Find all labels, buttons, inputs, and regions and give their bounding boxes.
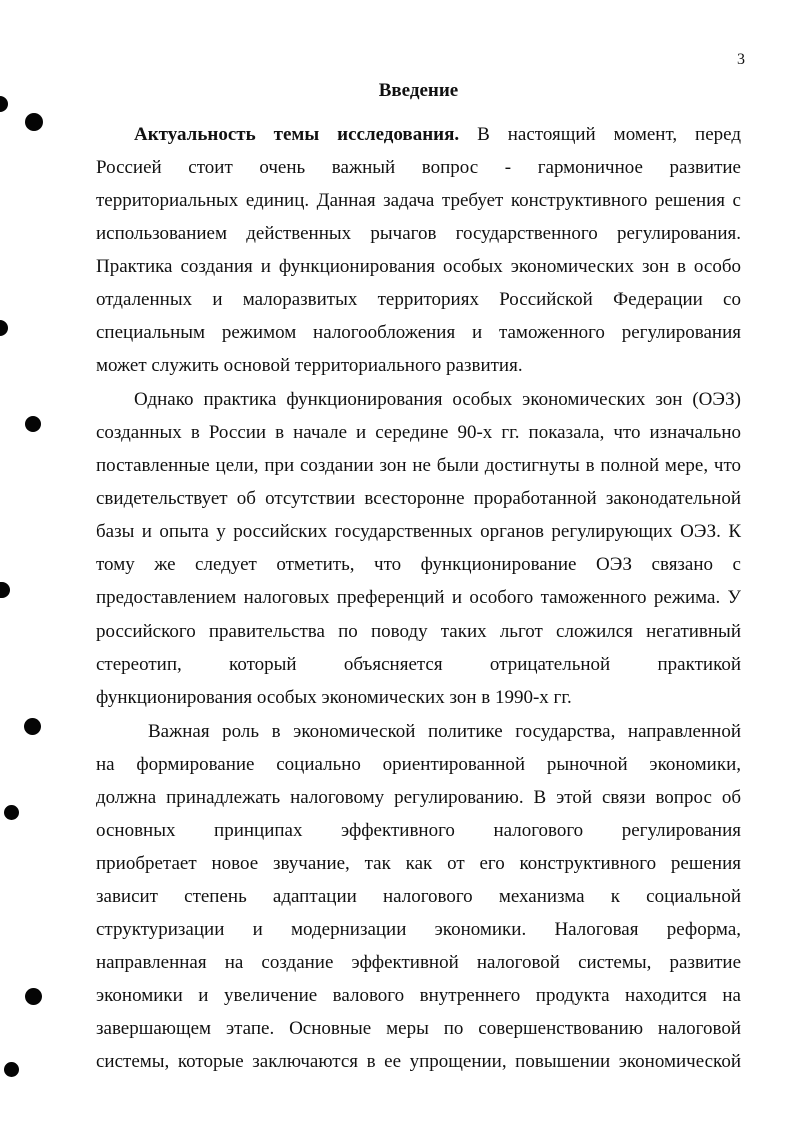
paragraph-line: поставленные цели, при создании зон не были достигнуты в полной мере, что [96, 455, 741, 476]
paragraph-line: тому же следует отметить, что функционирование ОЭЗ связано с [96, 554, 741, 575]
punch-hole-mark [25, 416, 41, 432]
paragraph-line: должна принадлежать налоговому регулированию. В этой связи вопрос об [96, 787, 741, 808]
paragraph-line: на формирование социально ориентированной рыночной экономики, [96, 754, 741, 775]
punch-hole-mark [0, 582, 10, 598]
punch-hole-mark [0, 96, 8, 112]
paragraph-line: основных принципах эффективного налогового регулирования [96, 820, 741, 841]
paragraph-line: функционирования особых экономических зон в 1990-х гг. [96, 687, 572, 708]
paragraph-line: зависит степень адаптации налогового механизма к социальной [96, 886, 741, 907]
paragraph-line: предоставлением налоговых преференций и особого таможенного режима. У [96, 587, 741, 608]
punch-hole-mark [4, 1062, 19, 1077]
paragraph-line: структуризации и модернизации экономики. Налоговая реформа, [96, 919, 741, 940]
paragraph-line: Россией стоит очень важный вопрос - гармоничное развитие [96, 157, 741, 178]
paragraph-line: завершающем этапе. Основные меры по совершенствованию налоговой [96, 1018, 741, 1039]
paragraph-line: отдаленных и малоразвитых территориях Российской Федерации со [96, 289, 741, 310]
punch-hole-mark [4, 805, 19, 820]
paragraph-line: экономики и увеличение валового внутреннего продукта находится на [96, 985, 741, 1006]
page-number: 3 [737, 51, 745, 68]
paragraph-line: использованием действенных рычагов государственного регулирования. [96, 223, 741, 244]
paragraph-line: может служить основой территориального развития. [96, 355, 523, 376]
paragraph-line: созданных в России в начале и середине 90-х гг. показала, что изначально [96, 422, 741, 443]
paragraph-line: базы и опыта у российских государственных органов регулирующих ОЭЗ. К [96, 521, 741, 542]
paragraph-line: Однако практика функционирования особых экономических зон (ОЭЗ) [134, 389, 741, 410]
paragraph-line: приобретает новое звучание, так как от его конструктивного решения [96, 853, 741, 874]
paragraph-line: территориальных единиц. Данная задача требует конструктивного решения с [96, 190, 741, 211]
paragraph-line: Важная роль в экономической политике государства, направленной [148, 721, 741, 742]
paragraph-line: специальным режимом налогообложения и таможенного регулирования [96, 322, 741, 343]
paragraph-line: системы, которые заключаются в ее упрощении, повышении экономической [96, 1051, 741, 1072]
paragraph-line: стереотип, который объясняется отрицательной практикой [96, 654, 741, 675]
page-title: Введение [378, 80, 459, 101]
paragraph-line: российского правительства по поводу таких льгот сложился негативный [96, 621, 741, 642]
punch-hole-mark [25, 113, 43, 131]
punch-hole-mark [0, 320, 8, 336]
paragraph-line: Актуальность темы исследования. В настоящий момент, перед [134, 124, 742, 145]
punch-hole-mark [25, 988, 42, 1005]
lead-phrase: Актуальность темы исследования. [134, 124, 460, 145]
paragraph-line: свидетельствует об отсутствии всесторонне проработанной законодательной [96, 488, 741, 509]
paragraph-line: Практика создания и функционирования особых экономических зон в особо [96, 256, 741, 277]
punch-hole-mark [24, 718, 41, 735]
paragraph-line: направленная на создание эффективной налоговой системы, развитие [96, 952, 741, 973]
